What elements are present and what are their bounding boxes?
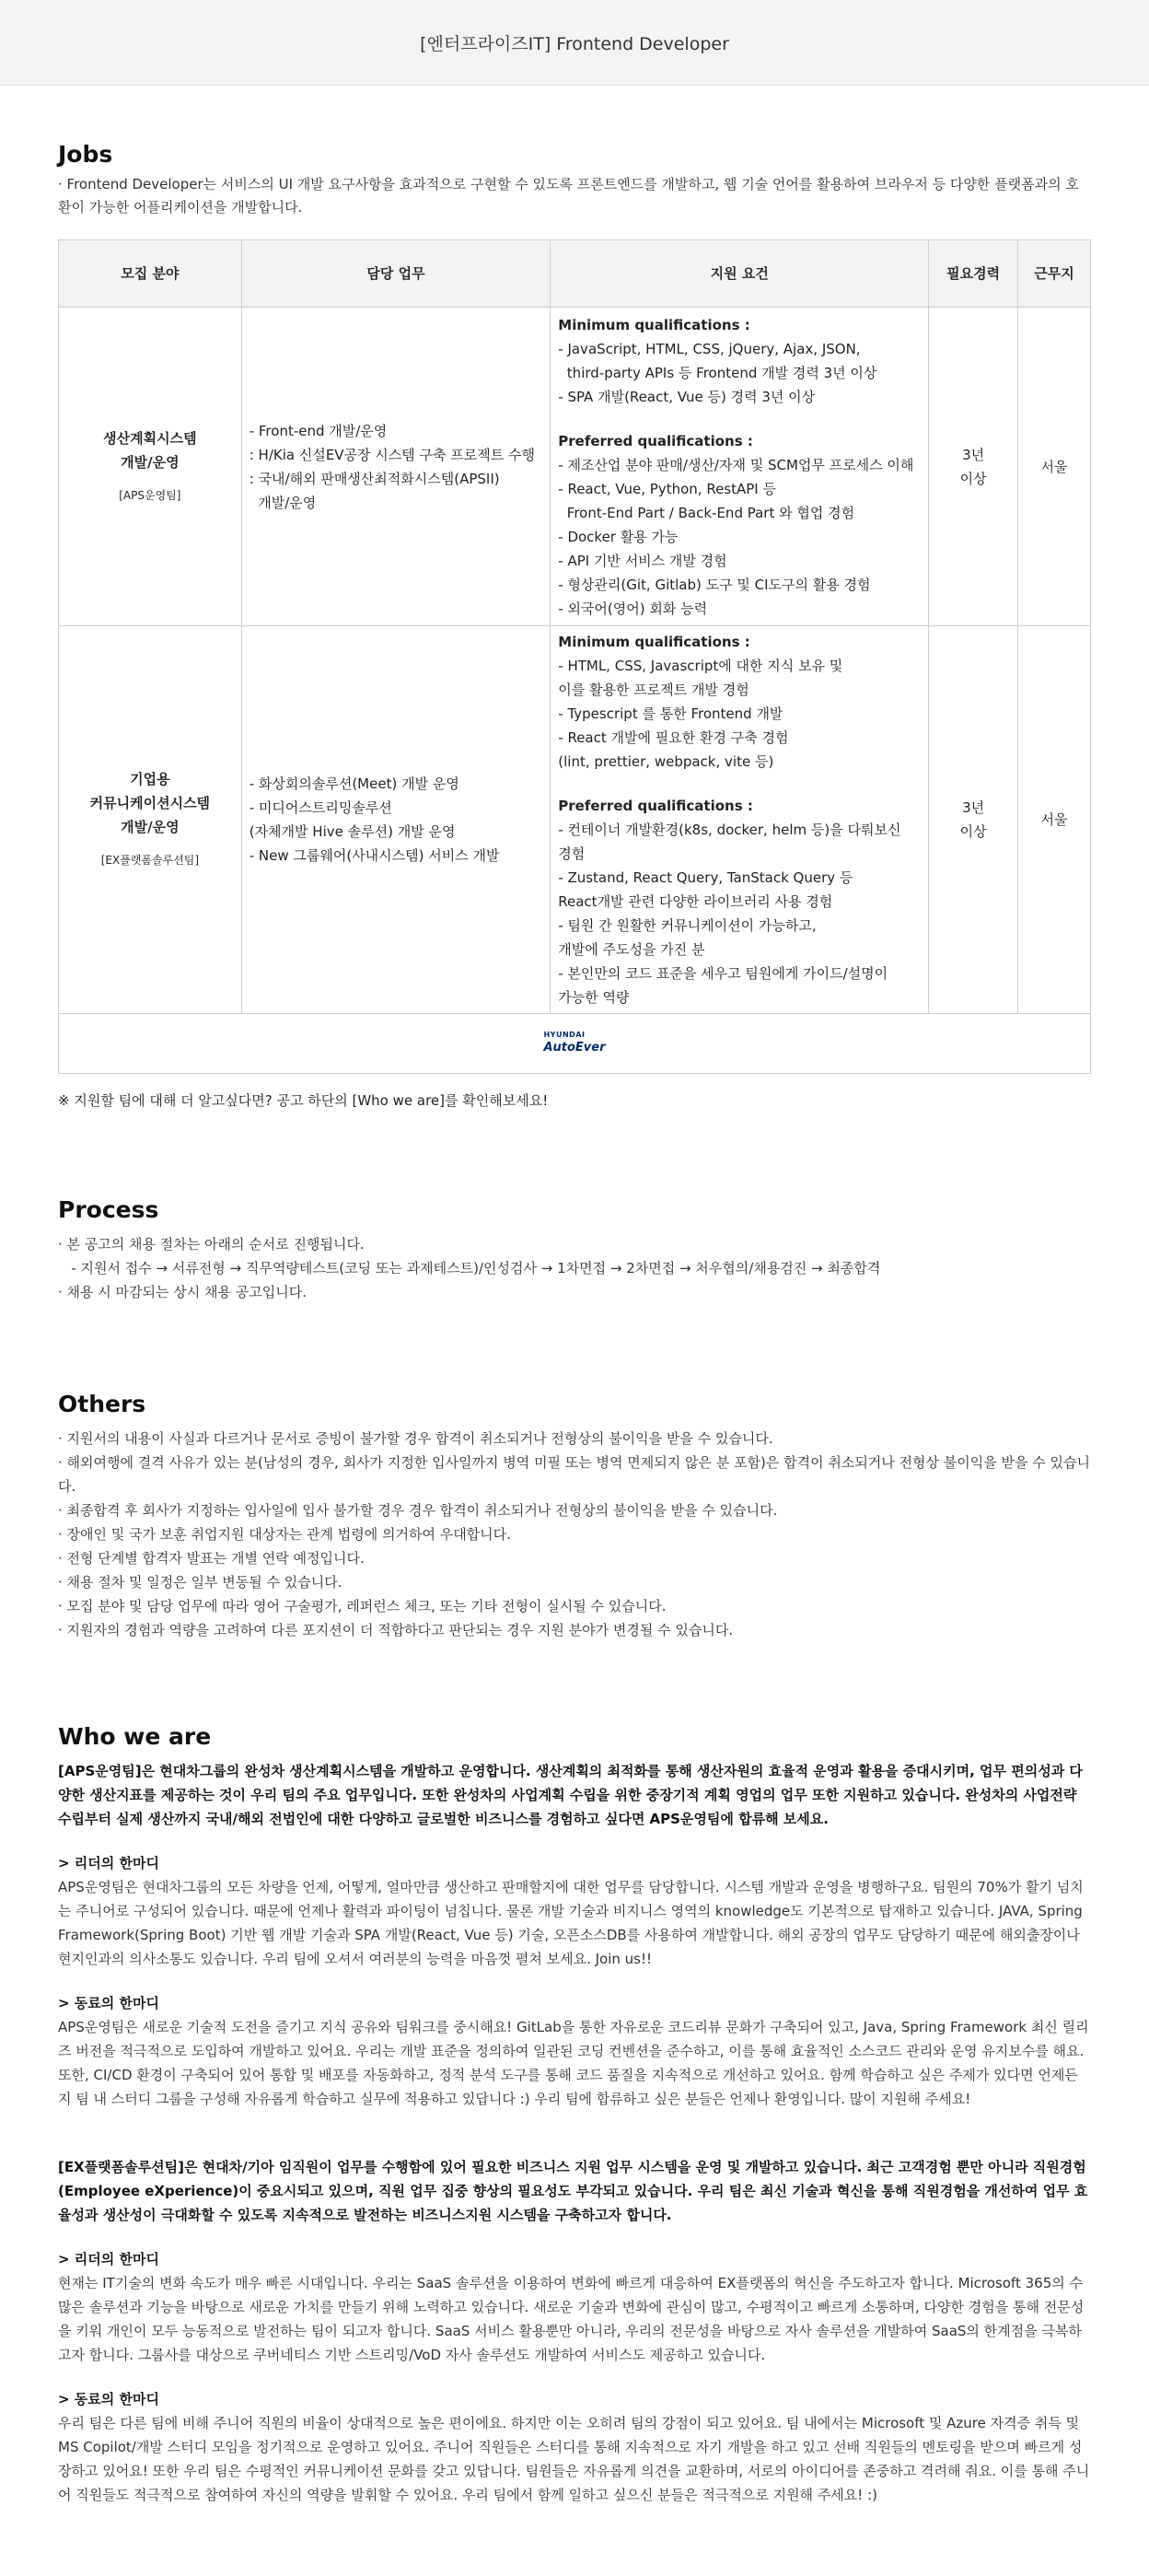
duty-line: : 국내/해외 판매생산최적화시스템(APSII) (249, 470, 500, 487)
others-line: · 모집 분야 및 담당 업무에 따라 영어 구술평가, 레퍼런스 체크, 또는 기타 전형이 실시될 수 있습니다. (58, 1598, 667, 1614)
table-row (59, 626, 1091, 1014)
pref-qual-line: - Docker 활용 가능 (558, 528, 679, 545)
pref-qual-line: - 형상관리(Git, Gitlab) 도구 및 CI도구의 활용 경험 (558, 576, 871, 593)
table-row (59, 308, 1091, 626)
ex-leader-title: > 리더의 한마디 (58, 2251, 159, 2267)
pref-qual-line: Front-End Part / Back-End Part 와 협업 경험 (558, 504, 855, 521)
location-cell: 서울 (1018, 626, 1091, 1014)
pref-qual-line: - 외국어(영어) 회화 능력 (558, 600, 708, 617)
min-qual-line: - HTML, CSS, Javascript에 대한 지식 보유 및 (558, 658, 843, 674)
min-qual-line: - JavaScript, HTML, CSS, jQuery, Ajax, JSON, (558, 340, 861, 357)
who-we-are-section (58, 1723, 1091, 2507)
min-qual-line: third-party APIs 등 Frontend 개발 경력 3년 이상 (558, 364, 877, 381)
process-line: · 채용 시 마감되는 상시 채용 공고입니다. (58, 1284, 307, 1300)
logo-top-text: HYUNDAI (543, 1031, 586, 1039)
col-header-location: 근무지 (1018, 240, 1091, 308)
pref-qual-line: - 팀원 간 원활한 커뮤니케이션이 가능하고, (558, 917, 817, 934)
process-steps: - 지원서 접수 → 서류전형 → 직무역량테스트(코딩 또는 과제테스트)/인성검사 → 1차면접 → 2차면접 → 처우협의/채용검진 → 최종합격 (58, 1260, 881, 1276)
career-line: 이상 (959, 470, 987, 487)
page-header (0, 0, 1149, 86)
min-qual-line: (lint, prettier, webpack, vite 등) (558, 753, 774, 770)
location-cell: 서울 (1018, 308, 1091, 626)
pref-qual-line: 경험 (558, 845, 586, 862)
col-header-career: 필요경력 (929, 240, 1018, 308)
pref-qual-line: 개발에 주도성을 가진 분 (558, 941, 705, 958)
career-cell (929, 308, 1018, 626)
others-line: · 지원서의 내용이 사실과 다르거나 문서로 증빙이 불가할 경우 합격이 취소되거나 전형상의 불이익을 받을 수 있습니다. (58, 1430, 773, 1447)
job-area-line: 개발/운영 (121, 453, 180, 471)
min-qual-line: 이를 활용한 프로젝트 개발 경험 (558, 682, 749, 698)
pref-qual-line: - Zustand, React Query, TanStack Query 등 (558, 869, 853, 886)
career-line: 이상 (959, 823, 987, 840)
col-header-duties: 담당 업무 (241, 240, 551, 308)
min-qual-line: - SPA 개발(React, Vue 등) 경력 3년 이상 (558, 388, 816, 405)
company-logo (543, 1029, 605, 1055)
process-body (58, 1232, 1091, 1304)
jobs-intro: · Frontend Developer는 서비스의 UI 개발 요구사항을 효과적으로 구현할 수 있도록 프론트엔드를 개발하고, 웹 기술 언어를 활용하여 브라우저 등 다양한 플랫폼과의 호환이 가능한 어플리케이션을 개발합니다. (58, 176, 1079, 216)
col-header-requirements: 지원 요건 (551, 240, 929, 308)
requirements-cell (551, 626, 929, 1014)
main-content (0, 86, 1149, 2507)
spacer (558, 774, 921, 794)
others-body (58, 1427, 1091, 1642)
aps-peer-message: APS운영팀은 새로운 기술적 도전을 즐기고 지식 공유와 팀워크를 중시해요! GitLab을 통한 자유로운 코드리뷰 문화가 구축되어 있고, Java, Spring Framework 최신 릴리즈 버전을 적극적으로 도입하여 개발하고 있어요. 우리는 개발 표준을 정의하여 일관된 코딩 컨벤션을 준수하고, 이를 통해 효율적인 소스코드 관리와 운영 유지보수를 해요. 또한, CI/CD 환경이 구축되어 있어 통합 및 배포를 자동화하고, 정적 분석 도구를 통해 코드 품질을 지속적으로 개선하고 있어요. 함께 학습하고 싶은 주제가 있다면 언제든지 팀 내 스터디 그룹을 구성해 자유롭게 학습하고 실무에 적용하고 있답니다 :) 우리 팀에 합류하고 싶은 분들은 언제나 환영입니다. 많이 지원해 주세요! (58, 2019, 1089, 2107)
duty-line: : H/Kia 신설EV공장 시스템 구축 프로젝트 수행 (249, 446, 535, 463)
pref-qual-line: - 제조산업 분야 판매/생산/자재 및 SCM업무 프로세스 이해 (558, 456, 914, 473)
page-title: [엔터프라이즈IT] Frontend Developer (420, 33, 729, 54)
pref-qual-line: 가능한 역량 (558, 989, 630, 1006)
others-section (58, 1391, 1091, 1642)
duties-cell (241, 308, 551, 626)
others-line: · 해외여행에 결격 사유가 있는 분(남성의 경우, 회사가 지정한 입사일까지 병역 미필 또는 병역 면제되지 않은 분 포함)은 합격이 취소되거나 전형상 불이익을 받을 수 있습니다. (58, 1454, 1091, 1495)
aps-leader-message: APS운영팀은 현대차그룹의 모든 차량을 언제, 어떻게, 얼마만큼 생산하고 판매할지에 대한 업무를 담당합니다. 시스템 개발과 운영을 병행하구요. 팀원의 70%가 활기 넘치는 주니어로 구성되어 있습니다. 때문에 언제나 활력과 파이팅이 넘칩니다. 물론 개발 기술과 비지니스 영역의 knowledge도 기본적으로 탑재하고 있습니다. JAVA, Spring Framework(Spring Boot) 기반 웹 개발 기술과 SPA 개발(React, Vue 등) 기술, 오픈소스DB를 사용하여 개발합니다. 해외 공장의 업무도 담당하기 때문에 해외출장이나 현지인과의 의사소통도 있습니다. 우리 팀에 오셔서 여러분의 능력을 마음껏 펼쳐 보세요. Join us!! (58, 1879, 1084, 1967)
career-cell (929, 626, 1018, 1014)
min-qual-line: - Typescript 를 통한 Frontend 개발 (558, 705, 783, 722)
job-area-line: 커뮤니케이션시스템 (89, 795, 211, 811)
duty-line: (자체개발 Hive 솔루션) 개발 운영 (249, 823, 456, 840)
aps-peer-title: > 동료의 한마디 (58, 1995, 159, 2011)
pref-qual-line: - React, Vue, Python, RestAPI 등 (558, 480, 776, 497)
ex-peer-title: > 동료의 한마디 (58, 2391, 159, 2407)
who-we-are-heading: Who we are (58, 1723, 212, 1750)
duty-line: - New 그룹웨어(사내시스템) 서비스 개발 (249, 847, 500, 864)
job-area-line: 기업용 (130, 771, 170, 787)
process-line: · 본 공고의 채용 절차는 아래의 순서로 진행됩니다. (58, 1236, 365, 1253)
pref-qual-line: React개발 관련 다양한 라이브러리 사용 경험 (558, 893, 833, 910)
job-area-cell (59, 626, 242, 1014)
duty-line: - 화상회의솔루션(Meet) 개발 운영 (249, 775, 459, 792)
others-line: · 전형 단계별 합격자 발표는 개별 연락 예정입니다. (58, 1550, 365, 1567)
spacer (58, 2111, 1091, 2155)
others-line: · 최종합격 후 회사가 지정하는 입사일에 입사 불가할 경우 경우 합격이 취소되거나 전형상의 불이익을 받을 수 있습니다. (58, 1502, 778, 1519)
duty-line: 개발/운영 (249, 494, 317, 511)
team-tag: [APS운영팀] (119, 488, 181, 502)
team-tag: [EX플랫폼솔루션팀] (100, 854, 200, 867)
duty-line: - 미디어스트리밍솔루션 (249, 799, 392, 816)
career-line: 3년 (962, 446, 985, 463)
duty-line: - Front-end 개발/운영 (249, 422, 388, 439)
logo-cell (59, 1014, 1091, 1074)
min-qual-title: Minimum qualifications : (558, 634, 750, 650)
jobs-section (58, 86, 1091, 1110)
who-we-are-body (58, 1759, 1091, 2507)
process-heading: Process (58, 1196, 159, 1223)
ex-leader-message: 현재는 IT기술의 변화 속도가 매우 빠른 시대입니다. 우리는 SaaS 솔루션을 이용하여 변화에 빠르게 대응하여 EX플랫폼의 혁신을 주도하고자 합니다. Microsoft 365의 수많은 솔루션과 기능을 바탕으로 새로운 가치를 만들기 위해 노력하고 있습니다. 새로운 기술과 변화에 관심이 많고, 수평적이고 빠르게 소통하며, 다양한 경험을 통해 전문성을 키워 개인이 모두 능동적으로 발전하는 팀이 되고자 합니다. SaaS 서비스 활용뿐만 아니라, 우리의 전문성을 바탕으로 자사 솔루션을 개발하여 SaaS의 한계점을 극복하고자 합니다. 그룹사를 대상으로 쿠버네티스 기반 스트리밍/VoD 자사 솔루션도 개발하여 서비스도 제공하고 있습니다. (58, 2275, 1085, 2363)
duties-cell (241, 626, 551, 1014)
others-heading: Others (58, 1391, 146, 1417)
job-area-cell (59, 308, 242, 626)
ex-peer-message: 우리 팀은 다른 팀에 비해 주니어 직원의 비율이 상대적으로 높은 편이에요. 하지만 이는 오히려 팀의 강점이 되고 있어요. 팀 내에서는 Microsoft 및 Azure 자격증 취득 및 MS Copilot/개발 스터디 모임을 정기적으로 운영하고 있어요. 주니어 직원들은 스터디를 통해 지속적으로 자기 개발을 하고 있고 선배 직원들의 멘토링을 받으며 빠르게 성장하고 있어요! 또한 우리 팀은 수평적인 커뮤니케이션 문화를 갖고 있답니다. 팀원들은 자유롭게 의견을 교환하며, 서로의 아이디어를 존중하고 격려해 줘요. 이를 통해 주니어 직원들도 적극적으로 참여하여 자신의 역량을 발휘할 수 있어요. 우리 팀에서 함께 일하고 싶으신 분들은 적극적으로 지원해 주세요! :) (58, 2415, 1090, 2503)
career-line: 3년 (962, 799, 985, 816)
aps-team-intro: [APS운영팀]은 현대차그룹의 완성차 생산계획시스템을 개발하고 운영합니다. 생산계획의 최적화를 통해 생산자원의 효율적 운영과 활용을 증대시키며, 업무 편의성과 다양한 생산지표를 제공하는 것이 우리 팀의 주요 업무입니다. 또한 완성차의 사업계획 수립을 위한 중장기적 계획 영업의 업무 또한 지원하고 있습니다. 완성차의 사업전략 수립부터 실제 생산까지 국내/해외 전법인에 대한 다양하고 글로벌한 비즈니스를 경험하고 싶다면 APS운영팀에 합류해 보세요. (58, 1763, 1083, 1827)
who-we-are-notice: ※ 지원할 팀에 대해 더 알고싶다면? 공고 하단의 [Who we are]를 확인해보세요! (58, 1092, 549, 1109)
col-header-area: 모집 분야 (59, 240, 242, 308)
pref-qual-title: Preferred qualifications : (558, 432, 753, 449)
pref-qual-title: Preferred qualifications : (558, 798, 753, 814)
process-section (58, 1196, 1091, 1304)
jobs-table (58, 239, 1091, 1074)
pref-qual-line: - 본인만의 코드 표준을 세우고 팀원에게 가이드/설명이 (558, 965, 888, 982)
others-line: · 채용 절차 및 일정은 일부 변동될 수 있습니다. (58, 1574, 342, 1591)
table-header-row (59, 240, 1091, 308)
requirements-cell (551, 308, 929, 626)
others-line: · 장애인 및 국가 보훈 취업지원 대상자는 관계 법령에 의거하여 우대합니다. (58, 1526, 511, 1543)
logo-row (59, 1014, 1091, 1074)
ex-team-intro: [EX플랫폼솔루션팀]은 현대차/기아 임직원이 업무를 수행함에 있어 필요한 비즈니스 지원 업무 시스템을 운영 및 개발하고 있습니다. 최근 고객경험 뿐만 아니라 직원경험(Employee eXperience)이 중요시되고 있으며, 직원 업무 집중 향상의 필요성도 부각되고 있습니다. 우리 팀은 최신 기술과 혁신을 통해 직원경험을 개선하여 업무 효율성과 생산성이 극대화할 수 있도록 지속적으로 발전하는 비즈니스지원 시스템을 구축하고자 합니다. (58, 2159, 1088, 2223)
min-qual-title: Minimum qualifications : (558, 316, 750, 333)
others-line: · 지원자의 경험과 역량을 고려하여 다른 포지션이 더 적합하다고 판단되는 경우 지원 분야가 변경될 수 있습니다. (58, 1622, 734, 1638)
pref-qual-line: - API 기반 서비스 개발 경험 (558, 552, 727, 569)
job-area-line: 개발/운영 (121, 819, 180, 835)
spacer (558, 409, 921, 429)
pref-qual-line: - 컨테이너 개발환경(k8s, docker, helm 등)을 다뤄보신 (558, 822, 901, 838)
job-area-line: 생산계획시스템 (103, 429, 197, 447)
logo-bottom-text: AutoEver (543, 1041, 606, 1055)
min-qual-line: - React 개발에 필요한 환경 구축 경험 (558, 729, 789, 746)
jobs-heading: Jobs (58, 141, 113, 168)
aps-leader-title: > 리더의 한마디 (58, 1855, 159, 1871)
